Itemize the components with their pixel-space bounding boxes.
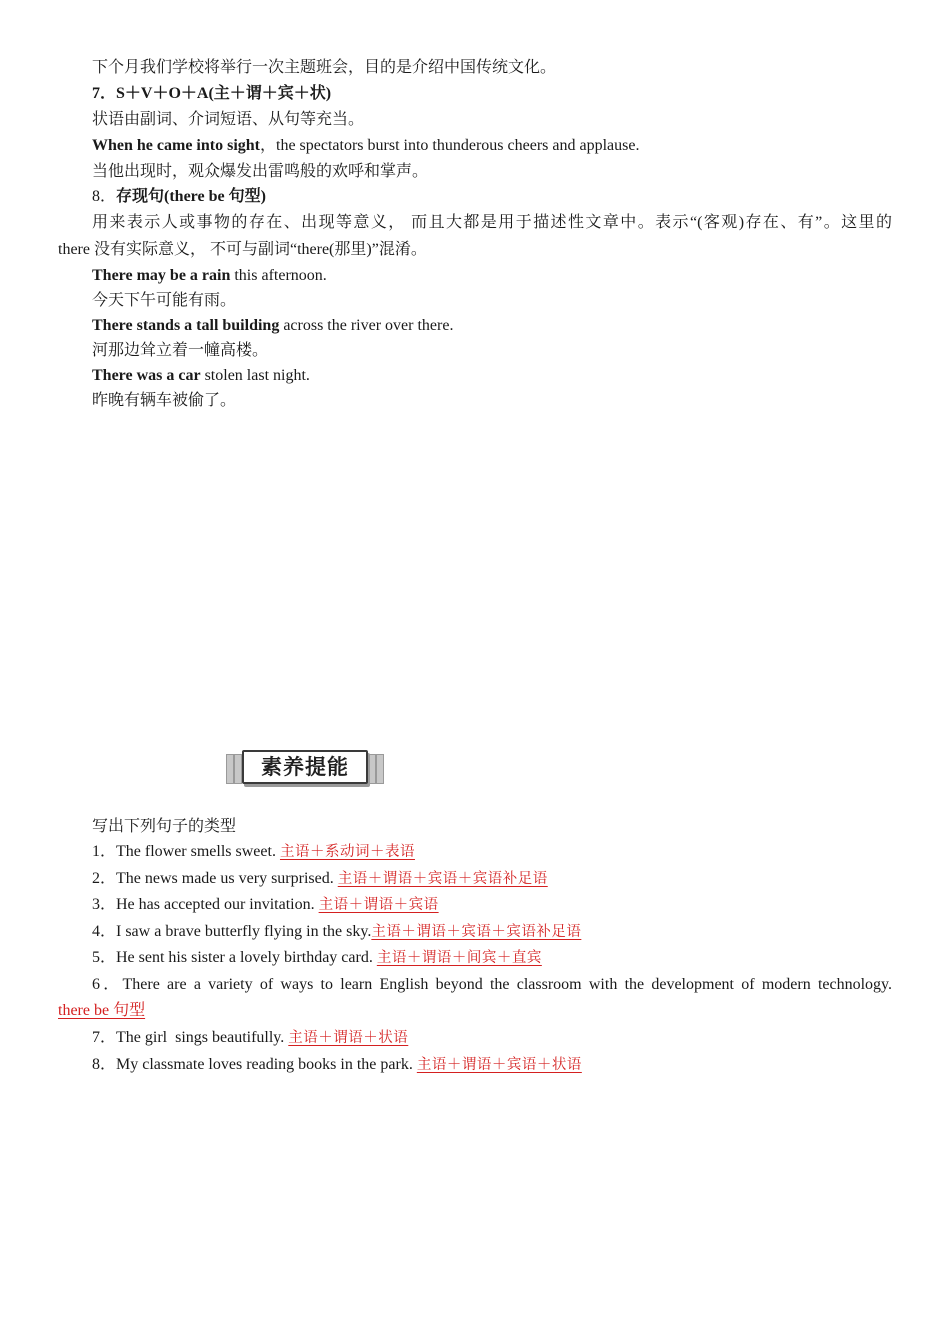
answer-text: 主语＋谓语＋间宾＋直宾	[376, 950, 542, 966]
answer-text: there be 句型	[58, 1002, 146, 1019]
answer-text: 主语＋系动词＋表语	[279, 844, 415, 860]
heading-8-number: 8．	[92, 188, 117, 205]
example-8-2-rest: across the river over there.	[279, 317, 454, 334]
example-7	[92, 135, 639, 157]
exercise-instruction: 写出下列句子的类型	[92, 818, 237, 835]
answer-text: 主语＋谓语＋状语	[288, 1030, 409, 1046]
question-text: 1．The flower smells sweet.	[92, 843, 280, 860]
exercise-item-7	[92, 1027, 408, 1049]
answer-text: 主语＋谓语＋宾语＋宾语补足语	[337, 871, 548, 887]
example-8-2	[92, 315, 453, 337]
exercise-item-3	[92, 894, 439, 916]
exercise-item-6-answer-line	[58, 1000, 145, 1022]
text-7a: 状语由副词、介词短语、从句等充当。	[92, 111, 365, 128]
question-text: 4．I saw a brave butterfly flying in the sky.	[92, 923, 372, 940]
answer-text: 主语＋谓语＋宾语＋状语	[416, 1057, 582, 1073]
example-8-2-translation: 河那边耸立着一幢高楼。	[92, 342, 269, 359]
example-8-2-bold: There stands a tall building	[92, 317, 280, 334]
example-7-rest: ，the spectators burst into thunderous cheers and applause.	[260, 137, 640, 154]
example-8-3-translation: 昨晚有辆车被偷了。	[92, 392, 237, 409]
example-7-bold: When he came into sight	[92, 137, 260, 154]
heading-8	[92, 186, 266, 208]
exercise-item-6: 6．There are a variety of ways to learn English beyond the classroom with the development of modern technology.	[92, 976, 892, 993]
heading-7: 7．S＋V＋O＋A(主＋谓＋宾＋状)	[92, 85, 332, 102]
answer-text: 主语＋谓语＋宾语＋宾语补足语	[371, 924, 582, 940]
exercise-item-2	[92, 868, 548, 890]
example-8-1-rest: this afternoon.	[230, 267, 327, 284]
example-7-translation: 当他出现时，观众爆发出雷鸣般的欢呼和掌声。	[92, 163, 429, 180]
exercise-item-5	[92, 947, 542, 969]
heading-8-title: 存现句(there be 句型)	[116, 188, 266, 205]
question-text: 7．The girl sings beautifully.	[92, 1029, 289, 1046]
intro-sentence: 下个月我们学校将举行一次主题班会，目的是介绍中国传统文化。	[92, 59, 557, 76]
section-banner	[226, 750, 384, 784]
exercise-item-4	[92, 921, 581, 943]
exercise-item-8	[92, 1054, 582, 1076]
paragraph-8-line1: 用来表示人或事物的存在、出现等意义， 而且大都是用于描述性文章中。表示“(客观)存在、有”。这里的	[92, 214, 892, 231]
example-8-1	[92, 265, 327, 287]
example-8-3	[92, 365, 310, 387]
example-8-1-translation: 今天下午可能有雨。	[92, 292, 237, 309]
question-text: 5．He sent his sister a lovely birthday card.	[92, 949, 377, 966]
question-text: 3．He has accepted our invitation.	[92, 896, 319, 913]
answer-text: 主语＋谓语＋宾语	[318, 897, 439, 913]
exercise-item-1	[92, 841, 415, 863]
example-8-3-rest: stolen last night.	[200, 367, 310, 384]
paragraph-8-line2: there 没有实际意义， 不可与副词“there(那里)”混淆。	[58, 241, 427, 258]
question-text: 2．The news made us very surprised.	[92, 870, 338, 887]
example-8-1-bold: There may be a rain	[92, 267, 231, 284]
section-banner-label: 素养提能	[242, 750, 368, 784]
question-text: 8．My classmate loves reading books in the park.	[92, 1056, 417, 1073]
example-8-3-bold: There was a car	[92, 367, 201, 384]
